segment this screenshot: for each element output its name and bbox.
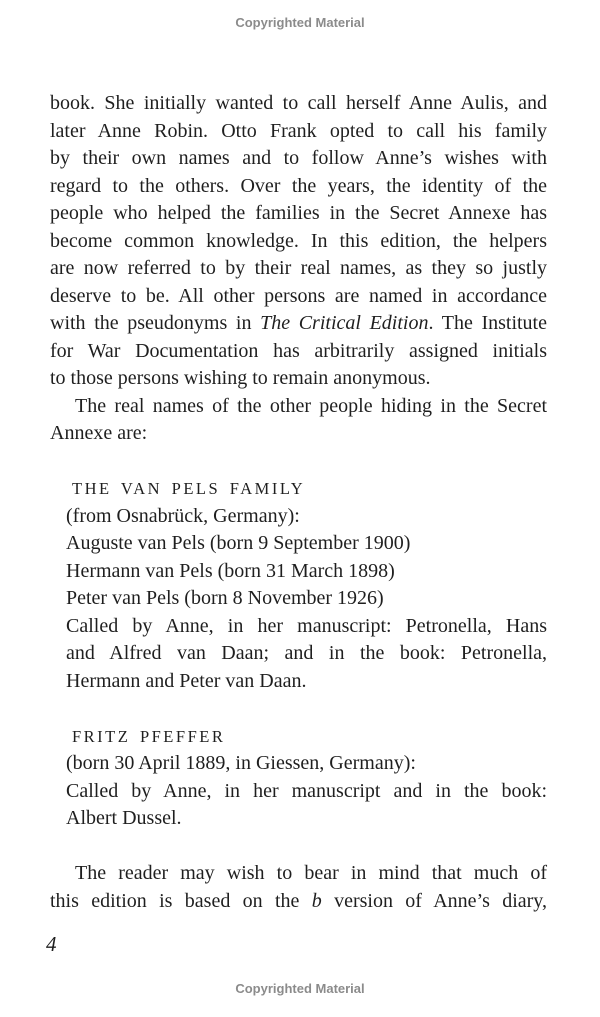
- text-line: [50, 228, 547, 256]
- text-line: [50, 200, 547, 228]
- text-line: [50, 338, 547, 366]
- page-number: 4: [46, 932, 57, 956]
- text-line: [50, 310, 547, 338]
- text-segment: by their own names and to follow Anne’s wishes with: [50, 147, 547, 169]
- copyright-banner-bottom: Copyrighted Material: [235, 981, 365, 996]
- text-segment: Called by Anne, in her manuscript: Petronella, Hans: [66, 614, 547, 637]
- text-segment: book. She initially wanted to call herself Anne Aulis, and: [50, 92, 547, 114]
- paragraph-real-names: [50, 393, 547, 448]
- text-segment: with the pseudonyms in: [50, 312, 261, 334]
- text-line: [50, 365, 547, 393]
- text-line: [66, 558, 547, 586]
- text-line: [66, 750, 547, 778]
- text-line: [66, 805, 547, 833]
- text-segment: later Anne Robin. Otto Frank opted to call his family: [50, 119, 547, 142]
- text-segment: Hermann and Peter van Daan.: [66, 669, 307, 692]
- section-heading: [66, 723, 547, 751]
- text-segment: Annexe are:: [50, 422, 148, 444]
- text-line: [66, 585, 547, 613]
- text-segment: (from Osnabrück, Germany):: [66, 504, 300, 527]
- pfeffer-section: [66, 723, 547, 833]
- text-line: [50, 173, 547, 201]
- text-line: [66, 668, 547, 696]
- text-segment: The real names of the other people hiding in the Secret: [75, 394, 547, 417]
- text-segment: Albert Dussel.: [66, 807, 182, 829]
- text-line: [50, 145, 547, 173]
- text-segment: . The Institute: [428, 312, 547, 334]
- copyright-banner-top: Copyrighted Material: [235, 15, 365, 30]
- text-segment: version of Anne’s diary,: [321, 889, 547, 912]
- text-line: [50, 888, 547, 916]
- text-segment: this edition is based on the: [50, 889, 312, 912]
- paragraph-reader-note: [50, 860, 547, 915]
- text-segment: for War Documentation has arbitrarily assigned initials: [50, 339, 547, 362]
- paragraph-continuation: [50, 90, 547, 393]
- text-segment: (born 30 April 1889, in Giessen, Germany):: [66, 752, 416, 774]
- text-segment: Auguste van Pels (born 9 September 1900): [66, 532, 411, 554]
- italic-text-segment: The Critical Edition: [260, 312, 429, 334]
- van-pels-section: [66, 475, 547, 695]
- text-segment: regard to the others. Over the years, the identity of the: [50, 174, 547, 197]
- text-line: [50, 420, 547, 448]
- text-line: [66, 640, 547, 668]
- text-line: [50, 90, 547, 118]
- text-line: [50, 283, 547, 311]
- text-line: [66, 613, 547, 641]
- text-segment: deserve to be. All other persons are named in accordance: [50, 284, 547, 307]
- section-heading: [66, 475, 547, 503]
- text-segment: people who helped the families in the Secret Annexe has: [50, 202, 547, 224]
- text-segment: become common knowledge. In this edition, the helpers: [50, 229, 547, 252]
- text-segment: Called by Anne, in her manuscript and in the book:: [66, 779, 547, 802]
- italic-text-segment: b: [311, 889, 322, 912]
- text-segment: THE VAN PELS FAMILY: [72, 479, 306, 498]
- text-segment: FRITZ PFEFFER: [72, 726, 226, 746]
- text-segment: Hermann van Pels (born 31 March 1898): [66, 559, 395, 582]
- text-line: [66, 778, 547, 806]
- text-segment: Peter van Pels (born 8 November 1926): [66, 587, 384, 609]
- text-block: [50, 90, 547, 915]
- text-line: [50, 118, 547, 146]
- text-line: [50, 393, 547, 421]
- text-segment: to those persons wishing to remain anonymous.: [50, 367, 431, 389]
- text-segment: are now referred to by their real names, as they so justly: [50, 257, 547, 279]
- text-line: [66, 503, 547, 531]
- text-line: [50, 255, 547, 283]
- text-line: [66, 530, 547, 558]
- text-segment: The reader may wish to bear in mind that much of: [75, 862, 547, 884]
- text-segment: and Alfred van Daan; and in the book: Petronella,: [66, 642, 547, 664]
- text-line: [50, 860, 547, 888]
